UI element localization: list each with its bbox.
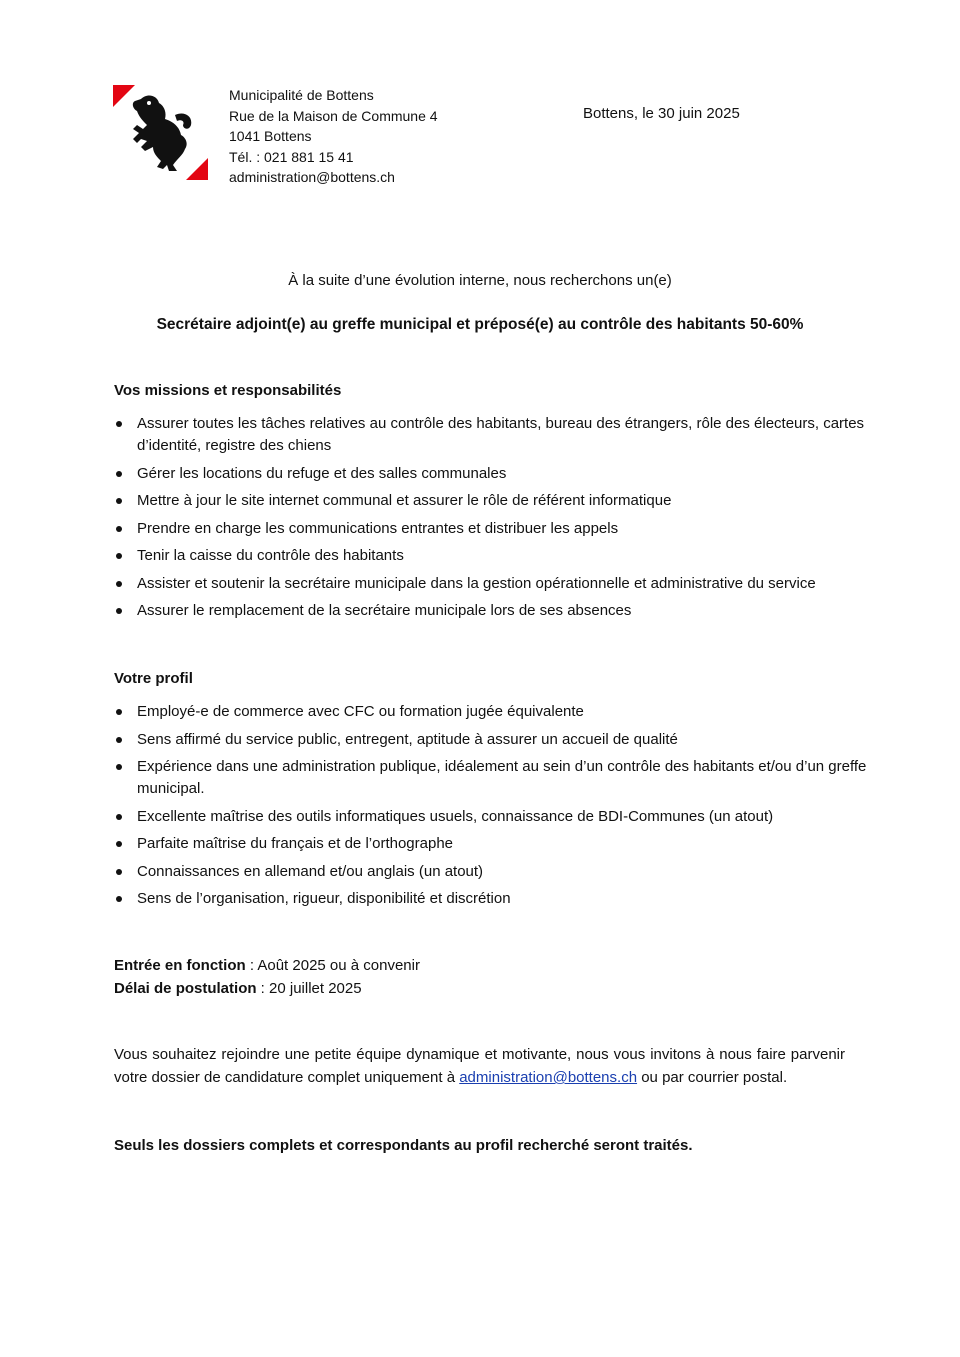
letter-date: Bottens, le 30 juin 2025 — [583, 105, 740, 122]
sender-address-block — [229, 85, 438, 188]
closing-paragraph — [114, 1043, 845, 1089]
sender-city: 1041 Bottens — [229, 128, 312, 144]
start-date-value: : Août 2025 ou à convenir — [245, 957, 420, 974]
commune-coat-of-arms-logo — [113, 85, 208, 180]
start-date-line — [114, 954, 420, 977]
deadline-line — [114, 977, 420, 1000]
list-item: Parfaite maîtrise du français et de l’orthographe — [114, 833, 894, 855]
deadline-value: : 20 juillet 2025 — [256, 980, 362, 997]
sender-street: Rue de la Maison de Commune 4 — [229, 107, 438, 124]
list-item: Tenir la caisse du contrôle des habitants — [114, 545, 894, 567]
profile-heading: Votre profil — [114, 670, 193, 687]
list-item: Assurer le remplacement de la secrétaire municipale lors de ses absences — [114, 600, 894, 622]
list-item: Assurer toutes les tâches relatives au contrôle des habitants, bureau des étrangers, rôle des électeurs, cartes d’identité, registre des chiens — [114, 413, 894, 457]
missions-list — [114, 413, 894, 628]
sender-phone: Tél. : 021 881 15 41 — [229, 148, 354, 165]
list-item: Excellente maîtrise des outils informatiques usuels, connaissance de BDI-Communes (un atout) — [114, 806, 894, 828]
sender-name: Municipalité de Bottens — [229, 87, 374, 103]
intro-line: À la suite d’une évolution interne, nous recherchons un(e) — [288, 272, 672, 289]
list-item: Employé-e de commerce avec CFC ou formation jugée équivalente — [114, 701, 894, 723]
closing-text-after: ou par courrier postal. — [637, 1069, 788, 1086]
start-date-label: Entrée en fonction — [114, 957, 246, 974]
final-note: Seuls les dossiers complets et correspondants au profil recherché seront traités. — [114, 1137, 693, 1154]
list-item: Connaissances en allemand et/ou anglais (un atout) — [114, 861, 894, 883]
list-item: Sens de l’organisation, rigueur, disponibilité et discrétion — [114, 888, 894, 910]
list-item: Assister et soutenir la secrétaire municipale dans la gestion opérationnelle et administrative du service — [114, 573, 894, 595]
email-link[interactable]: administration@bottens.ch — [459, 1069, 638, 1086]
missions-heading: Vos missions et responsabilités — [114, 382, 342, 399]
list-item: Mettre à jour le site internet communal et assurer le rôle de référent informatique — [114, 490, 894, 512]
closing-text-before: Vous souhaitez rejoindre une petite équipe dynamique et motivante, nous vous invitons à nous faire parvenir votre dossier de candidature complet uniquement à — [114, 1046, 845, 1086]
list-item: Expérience dans une administration publique, idéalement au sein d’un contrôle des habitants et/ou d’un greffe municipal. — [114, 756, 894, 800]
deadline-label: Délai de postulation — [114, 980, 257, 997]
profile-list — [114, 701, 894, 916]
key-dates — [114, 954, 420, 1000]
sender-email: administration@bottens.ch — [229, 169, 395, 185]
list-item: Sens affirmé du service public, entregent, aptitude à assurer un accueil de qualité — [114, 729, 894, 751]
list-item: Prendre en charge les communications entrantes et distribuer les appels — [114, 518, 894, 540]
job-title: Secrétaire adjoint(e) au greffe municipal et préposé(e) au contrôle des habitants 50-60% — [156, 316, 804, 333]
list-item: Gérer les locations du refuge et des salles communales — [114, 463, 894, 485]
